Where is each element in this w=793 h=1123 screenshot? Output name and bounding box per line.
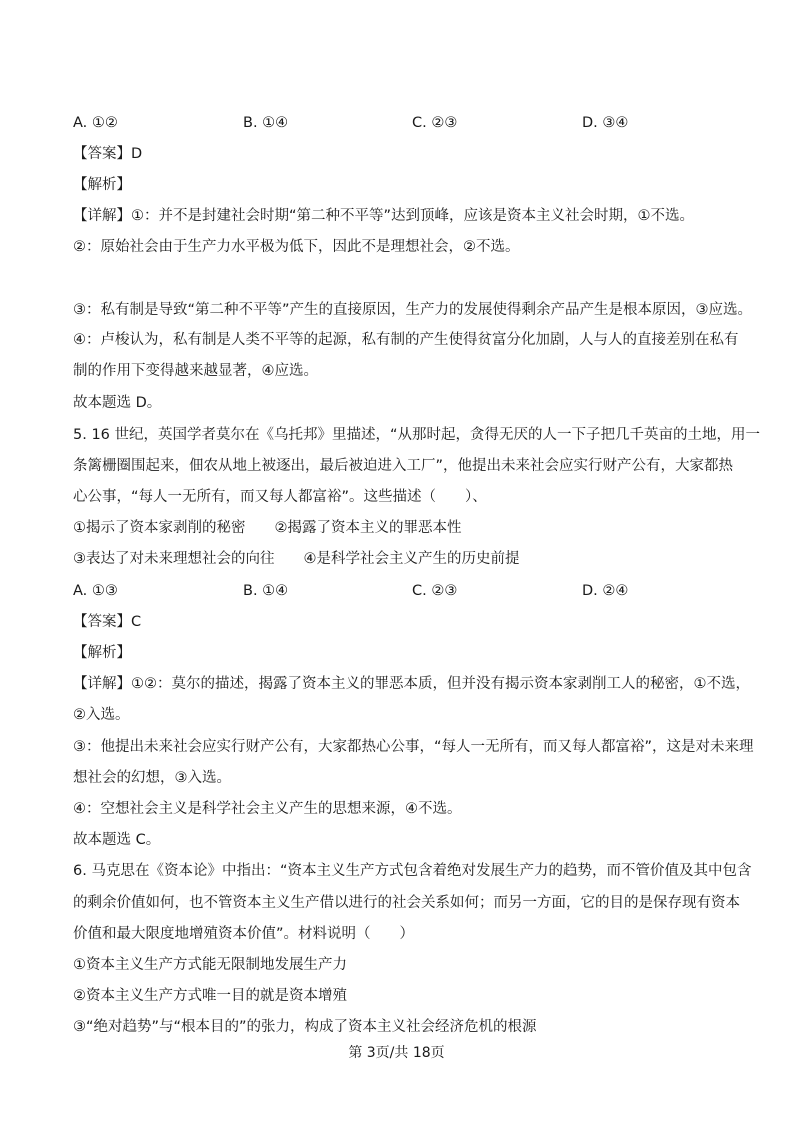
q5-conclusion: 故本题选 C。 — [73, 832, 161, 848]
q5-option-b: B. ①④ — [243, 583, 289, 599]
q5-option-c: C. ②③ — [412, 583, 458, 599]
q4-explanation-line: ③：私有制是导致“第二种不平等”产生的直接原因，生产力的发展使得剩余产品产生是根本原因，③应选。 — [73, 302, 753, 318]
q6-choice-line: ③“绝对趋势”与“根本目的”的张力，构成了资本主义社会经济危机的根源 — [73, 1019, 537, 1035]
q5-explanation-line: ②入选。 — [73, 707, 130, 723]
q4-answer: 【答案】D — [73, 146, 143, 162]
q4-analysis-label: 【解析】 — [73, 177, 131, 193]
q5-explanation-line: ③：他提出未来社会应实行财产公有，大家都热心公事，“每人一无所有，而又每人都富裕”，这是对未来理 — [73, 739, 754, 755]
q6-choice-line: ①资本主义生产方式能无限制地发展生产力 — [73, 957, 347, 973]
q5-choice-line: ①揭示了资本家剥削的秘密 ②揭露了资本主义的罪恶本性 — [73, 520, 462, 536]
q4-explanation-line: 【详解】①：并不是封建社会时期“第二种不平等”达到顶峰，应该是资本主义社会时期，①不选。 — [73, 208, 695, 224]
q4-option-b: B. ①④ — [243, 115, 289, 131]
q4-option-d: D. ③④ — [582, 115, 629, 131]
q5-answer: 【答案】C — [73, 614, 142, 630]
q4-option-a: A. ①② — [73, 115, 118, 131]
q5-explanation-line: 想社会的幻想，③入选。 — [73, 770, 231, 786]
q5-analysis-label: 【解析】 — [73, 645, 131, 661]
q5-explanation-line: 【详解】①②：莫尔的描述，揭露了资本主义的罪恶本质，但并没有揭示资本家剥削工人的秘密，①不选， — [73, 676, 750, 692]
q4-explanation-line: ②：原始社会由于生产力水平极为低下，因此不是理想社会，②不选。 — [73, 239, 520, 255]
q5-option-d: D. ②④ — [582, 583, 629, 599]
q5-stem-line: 条篱栅圈围起来，佃农从地上被逐出，最后被迫进入工厂”，他提出未来社会应实行财产公有，大家都热 — [73, 458, 734, 474]
q6-stem-line: 的剩余价值如何，也不管资本主义生产借以进行的社会关系如何；而另一方面，它的目的是保存现有资本 — [73, 895, 740, 911]
q4-explanation-line: ④：卢梭认为，私有制是人类不平等的起源，私有制的产生使得贫富分化加剧，人与人的直接差别在私有 — [73, 332, 739, 348]
q4-option-c: C. ②③ — [412, 115, 458, 131]
q4-conclusion: 故本题选 D。 — [73, 395, 162, 411]
q6-stem-line: 6. 马克思在《资本论》中指出：“资本主义生产方式包含着绝对发展生产力的趋势，而不管价值及其中包含 — [73, 863, 752, 879]
q4-explanation-line: 制的作用下变得越来越显著，④应选。 — [73, 363, 318, 379]
q6-stem-line: 价值和最大限度地增殖资本价值”。材料说明（ ） — [73, 926, 415, 942]
page-footer: 第 3页/共 18页 — [348, 1045, 445, 1061]
q5-choice-line: ③表达了对未来理想社会的向往 ④是科学社会主义产生的历史前提 — [73, 551, 520, 567]
q5-explanation-line: ④：空想社会主义是科学社会主义产生的思想来源，④不选。 — [73, 801, 462, 817]
q6-choice-line: ②资本主义生产方式唯一目的就是资本增殖 — [73, 988, 347, 1004]
q5-option-a: A. ①③ — [73, 583, 118, 599]
q5-stem-line: 心公事，“每人一无所有，而又每人都富裕”。这些描述（ ）、 — [73, 489, 487, 505]
q5-stem-line: 5. 16 世纪，英国学者莫尔在《乌托邦》里描述，“从那时起，贪得无厌的人一下子把几千英亩的土地，用一 — [73, 427, 761, 443]
